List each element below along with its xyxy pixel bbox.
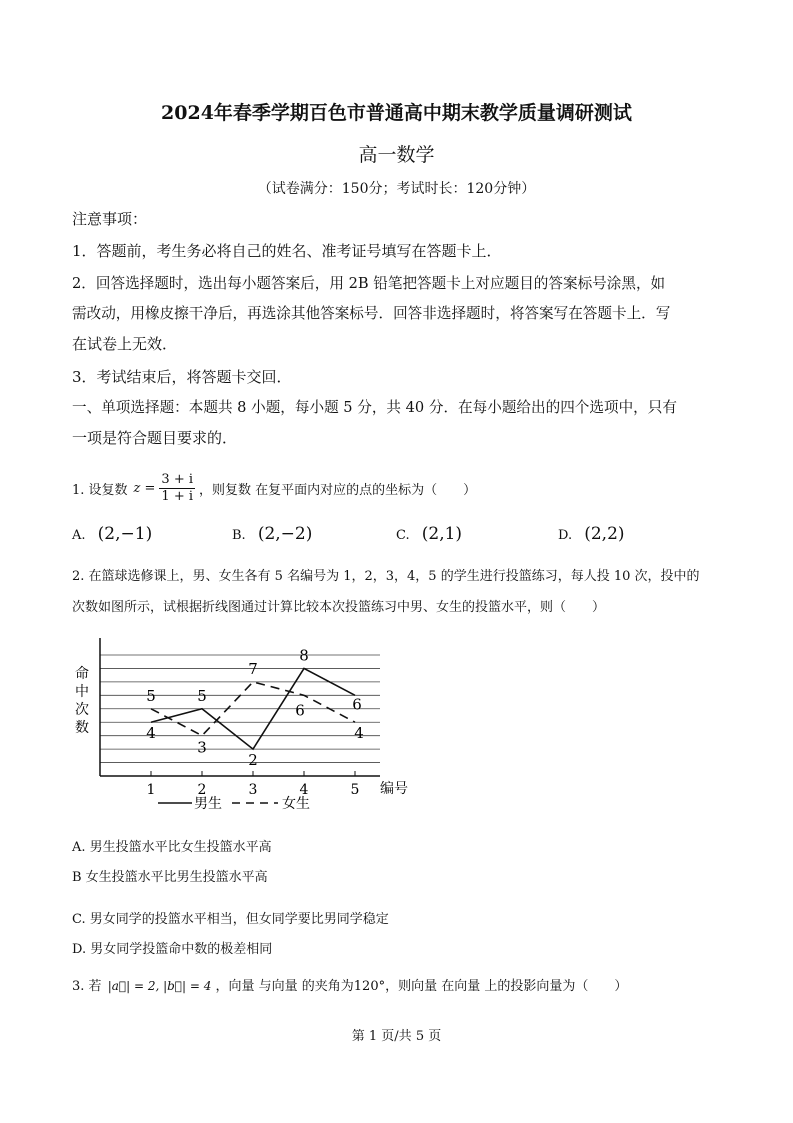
question-2-line-1: 2. 在篮球选修课上，男、女生各有 5 名编号为 1，2，3，4，5 的学生进行投篮练习，每人投 10 次，投中的 [72, 569, 700, 584]
y-axis-label-char-3: 次 [75, 702, 89, 718]
y-axis-label-char-1: 命 [75, 666, 89, 682]
legend-label-girls: 女生 [282, 796, 310, 812]
question-1-prefix: 1. 设复数 [72, 482, 128, 498]
exam-info: （试卷满分：150分；考试时长：120分钟） [257, 181, 536, 197]
question-1-option-c [396, 524, 462, 544]
legend-label-boys: 男生 [194, 796, 222, 812]
notice-item-2-line-3: 在试卷上无效． [72, 335, 178, 353]
data-label: 7 [248, 659, 258, 678]
chart-legend [158, 795, 310, 812]
section-1-line-1: 一、单项选择题：本题共 8 小题，每小题 5 分，共 40 分．在每小题给出的四个选项中，只有 [72, 399, 677, 416]
data-label: 6 [352, 695, 362, 714]
notice-heading: 注意事项： [72, 210, 148, 228]
x-tick-label: 3 [248, 782, 258, 798]
data-label: 5 [197, 686, 207, 705]
option-letter: C. [396, 528, 410, 543]
data-label: 3 [197, 738, 207, 757]
chart-grid [100, 655, 380, 763]
page-footer: 第 1 页/共 5 页 [351, 1029, 442, 1044]
question-2-option-a: A. 男生投篮水平比女生投篮水平高 [72, 840, 272, 855]
data-label: 6 [295, 701, 305, 720]
fraction-denominator: 1 + i [161, 488, 194, 504]
question-1-z-label: z = [133, 480, 156, 496]
x-tick-label: 5 [350, 782, 360, 798]
x-tick-label: 2 [197, 782, 207, 798]
question-1-option-a [72, 524, 152, 544]
question-2-line-2: 次数如图所示，试根据折线图通过计算比较本次投篮练习中男、女生的投篮水平，则（ ） [72, 600, 606, 615]
y-axis-label-char-4: 数 [75, 720, 89, 736]
fraction-numerator: 3 + i [161, 471, 194, 487]
question-3 [72, 975, 627, 994]
question-1-suffix: ，则复数 在复平面内对应的点的坐标为（ ） [199, 482, 477, 498]
line-chart [70, 630, 410, 815]
option-value: (2,−2) [257, 524, 313, 544]
data-label: 4 [354, 724, 364, 743]
notice-item-2-line-1: 2．回答选择题时，选出每小题答案后，用 2B 铅笔把答题卡上对应题目的答案标号涂黑，如 [72, 275, 666, 292]
question-1-fraction [159, 472, 195, 505]
point-labels [146, 646, 364, 769]
data-label: 8 [299, 646, 309, 665]
y-axis-label-char-2: 中 [75, 684, 89, 700]
question-1-option-b [232, 524, 312, 544]
option-value: (2,2) [584, 524, 625, 544]
question-2-option-c: C. 男女同学的投篮水平相当，但女同学要比男同学稳定 [72, 912, 389, 927]
option-letter: B. [232, 528, 246, 543]
question-1-option-d [558, 524, 625, 544]
x-tick-label: 4 [299, 782, 309, 798]
page-title: 2024年春季学期百色市普通高中期末教学质量调研测试 [161, 102, 632, 124]
question-3-suffix: ，向量 与向量 的夹角为120°，则向量 在向量 上的投影向量为（ ） [215, 979, 628, 994]
option-letter: D. [558, 528, 573, 543]
question-3-condition: |a⃗| = 2, |b⃗| = 4 [107, 979, 212, 993]
section-1-line-2: 一项是符合题目要求的． [72, 429, 238, 447]
option-letter: A. [72, 528, 86, 543]
notice-item-1: 1．答题前，考生务必将自己的姓名、准考证号填写在答题卡上． [72, 242, 502, 260]
notice-item-3: 3．考试结束后，将答题卡交回． [72, 368, 292, 386]
subject-title: 高一数学 [358, 144, 435, 166]
question-1 [72, 468, 476, 508]
chart-axes [100, 638, 380, 776]
option-value: (2,−1) [97, 524, 153, 544]
question-2-option-b: B 女生投篮水平比男生投篮水平高 [72, 870, 268, 885]
x-tick-label: 1 [146, 782, 156, 798]
data-label: 4 [146, 724, 156, 743]
data-label: 5 [146, 686, 156, 705]
question-3-prefix: 3. 若 [72, 979, 102, 994]
data-label: 2 [248, 751, 258, 770]
x-tick-labels [147, 782, 360, 798]
x-axis-label: 编号 [380, 781, 408, 797]
question-2-option-d: D. 男女同学投篮命中数的极差相同 [72, 942, 273, 957]
option-value: (2,1) [421, 524, 463, 544]
notice-item-2-line-2: 需改动，用橡皮擦干净后，再选涂其他答案标号．回答非选择题时，将答案写在答题卡上．写 [72, 305, 671, 322]
